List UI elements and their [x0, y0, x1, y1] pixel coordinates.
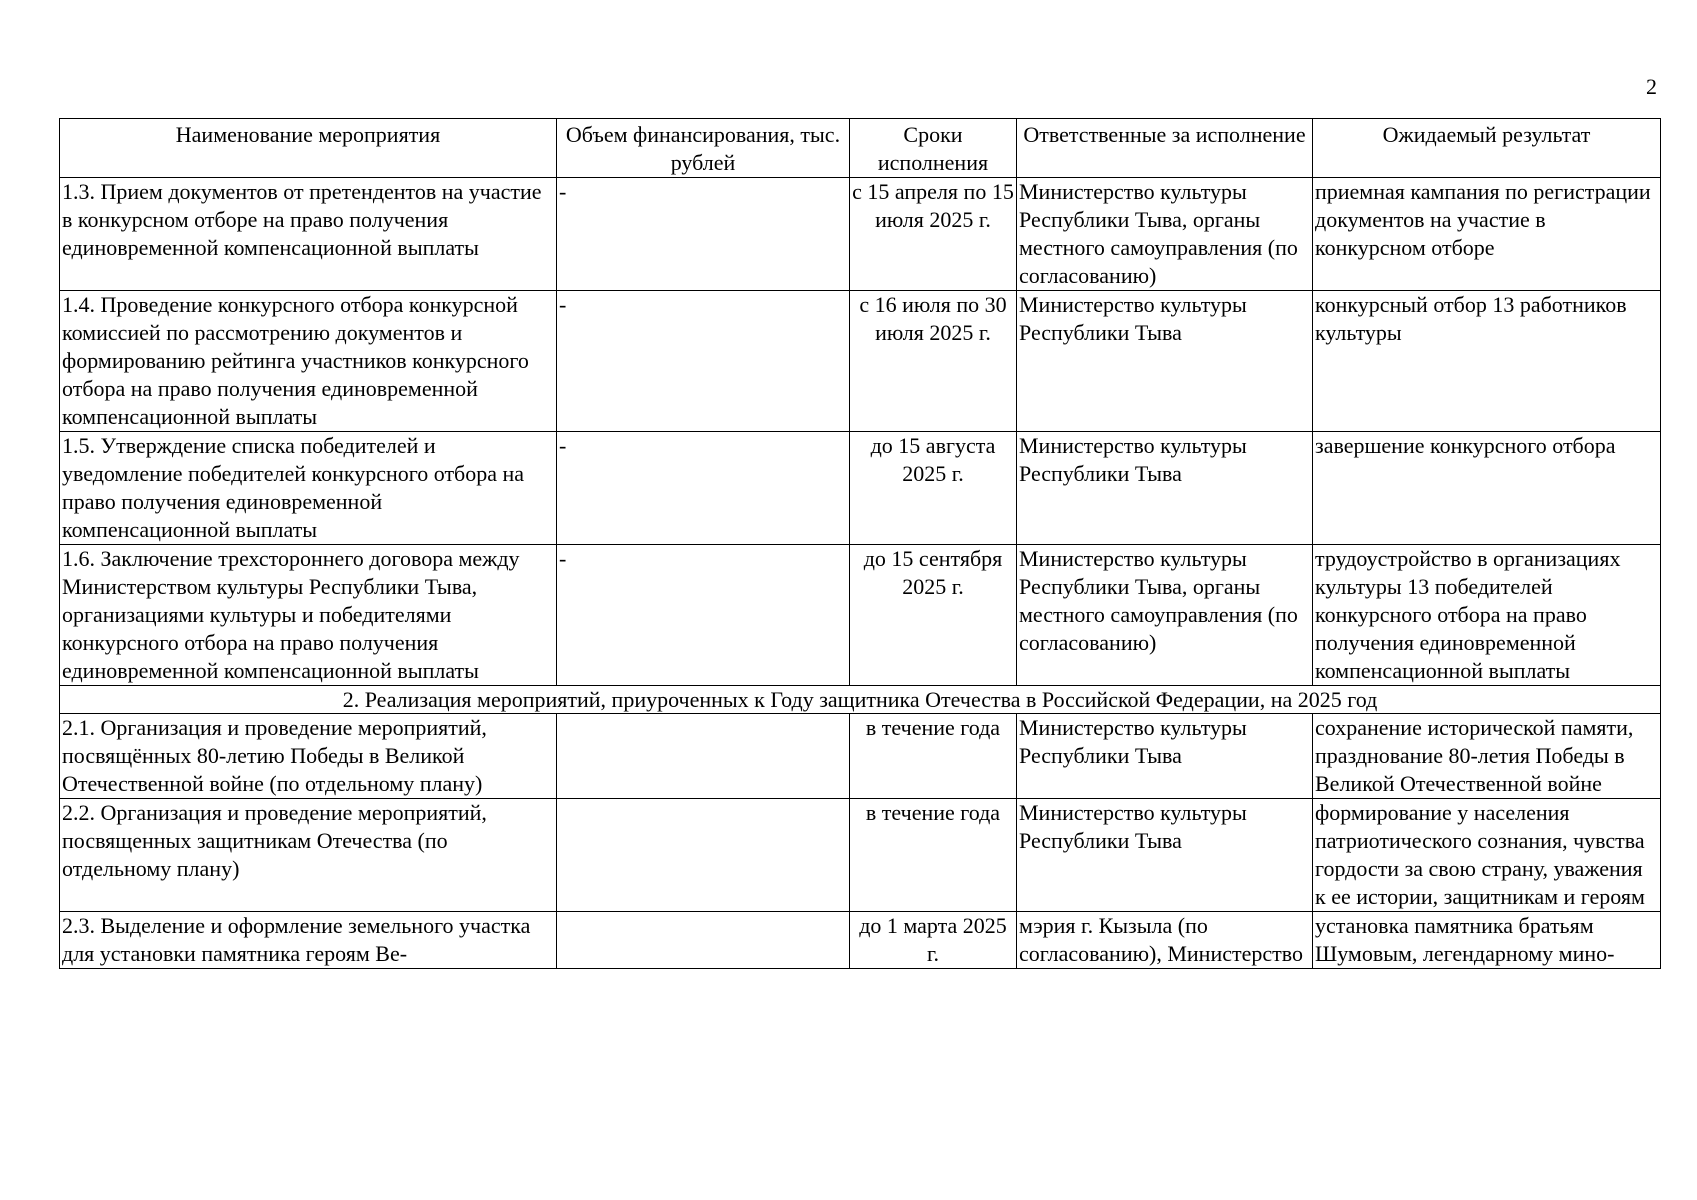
cell-event: 1.6. Заключение трехстороннего договора между Министерством культуры Республики Тыва, организациями культуры и победителями конкурсного отбора на право получения единовременной компенсационной выплаты [60, 545, 557, 686]
cell-event: 1.5. Утверждение списка победителей и уведомление победителей конкурсного отбора на право получения единовременной компенсационной выплаты [60, 432, 557, 545]
cell-responsible: Министерство культуры Республики Тыва [1017, 432, 1313, 545]
table-row [60, 291, 1661, 432]
table-row [60, 432, 1661, 545]
header-dates: Сроки исполнения [850, 119, 1017, 178]
cell-responsible: Министерство культуры Республики Тыва, органы местного самоуправления (по согласованию) [1017, 545, 1313, 686]
cell-result: конкурсный отбор 13 работников культуры [1313, 291, 1661, 432]
cell-funding [557, 912, 850, 969]
cell-funding: - [557, 178, 850, 291]
header-result: Ожидаемый результат [1313, 119, 1661, 178]
cell-funding: - [557, 545, 850, 686]
table-header-row [60, 119, 1661, 178]
cell-funding: - [557, 291, 850, 432]
cell-event: 1.4. Проведение конкурсного отбора конкурсной комиссией по рассмотрению документов и формированию рейтинга участников конкурсного отбора на право получения единовременной компенсационной выплаты [60, 291, 557, 432]
page-number: 2 [1646, 74, 1657, 99]
cell-result: сохранение исторической памяти, празднование 80-летия Победы в Великой Отечественной войне [1313, 714, 1661, 799]
table-row [60, 714, 1661, 799]
cell-responsible: Министерство культуры Республики Тыва, органы местного самоуправления (по согласованию) [1017, 178, 1313, 291]
header-responsible: Ответственные за исполнение [1017, 119, 1313, 178]
header-funding: Объем финансирования, тыс. рублей [557, 119, 850, 178]
cell-responsible: мэрия г. Кызыла (по согласованию), Министерство [1017, 912, 1313, 969]
cell-dates: до 15 сентября 2025 г. [850, 545, 1017, 686]
section-row [60, 686, 1661, 714]
cell-event: 2.2. Организация и проведение мероприятий, посвященных защитникам Отечества (по отдельному плану) [60, 799, 557, 912]
cell-funding: - [557, 432, 850, 545]
cell-result: завершение конкурсного отбора [1313, 432, 1661, 545]
cell-dates: в течение года [850, 799, 1017, 912]
section-heading: 2. Реализация мероприятий, приуроченных к Году защитника Отечества в Российской Федерации, на 2025 год [60, 686, 1661, 714]
cell-dates: с 16 июля по 30 июля 2025 г. [850, 291, 1017, 432]
cell-result: приемная кампания по регистрации документов на участие в конкурсном отборе [1313, 178, 1661, 291]
cell-funding [557, 799, 850, 912]
table-row [60, 545, 1661, 686]
cell-responsible: Министерство культуры Республики Тыва [1017, 291, 1313, 432]
table-row [60, 799, 1661, 912]
cell-event: 2.1. Организация и проведение мероприятий, посвящённых 80-летию Победы в Великой Отечественной войне (по отдельному плану) [60, 714, 557, 799]
cell-dates: с 15 апреля по 15 июля 2025 г. [850, 178, 1017, 291]
cell-dates: в течение года [850, 714, 1017, 799]
cell-funding [557, 714, 850, 799]
cell-dates: до 1 марта 2025 г. [850, 912, 1017, 969]
header-event: Наименование мероприятия [60, 119, 557, 178]
cell-event: 1.3. Прием документов от претендентов на участие в конкурсном отборе на право получения единовременной компенсационной выплаты [60, 178, 557, 291]
cell-result: трудоустройство в организациях культуры 13 победителей конкурсного отбора на право получения единовременной компенсационной выплаты [1313, 545, 1661, 686]
table-row [60, 912, 1661, 969]
cell-dates: до 15 августа 2025 г. [850, 432, 1017, 545]
cell-responsible: Министерство культуры Республики Тыва [1017, 714, 1313, 799]
cell-result: установка памятника братьям Шумовым, легендарному мино- [1313, 912, 1661, 969]
cell-responsible: Министерство культуры Республики Тыва [1017, 799, 1313, 912]
cell-event: 2.3. Выделение и оформление земельного участка для установки памятника героям Ве- [60, 912, 557, 969]
table-row [60, 178, 1661, 291]
activities-table [59, 118, 1661, 969]
cell-result: формирование у населения патриотического сознания, чувства гордости за свою страну, уважения к ее истории, защитникам и героям [1313, 799, 1661, 912]
